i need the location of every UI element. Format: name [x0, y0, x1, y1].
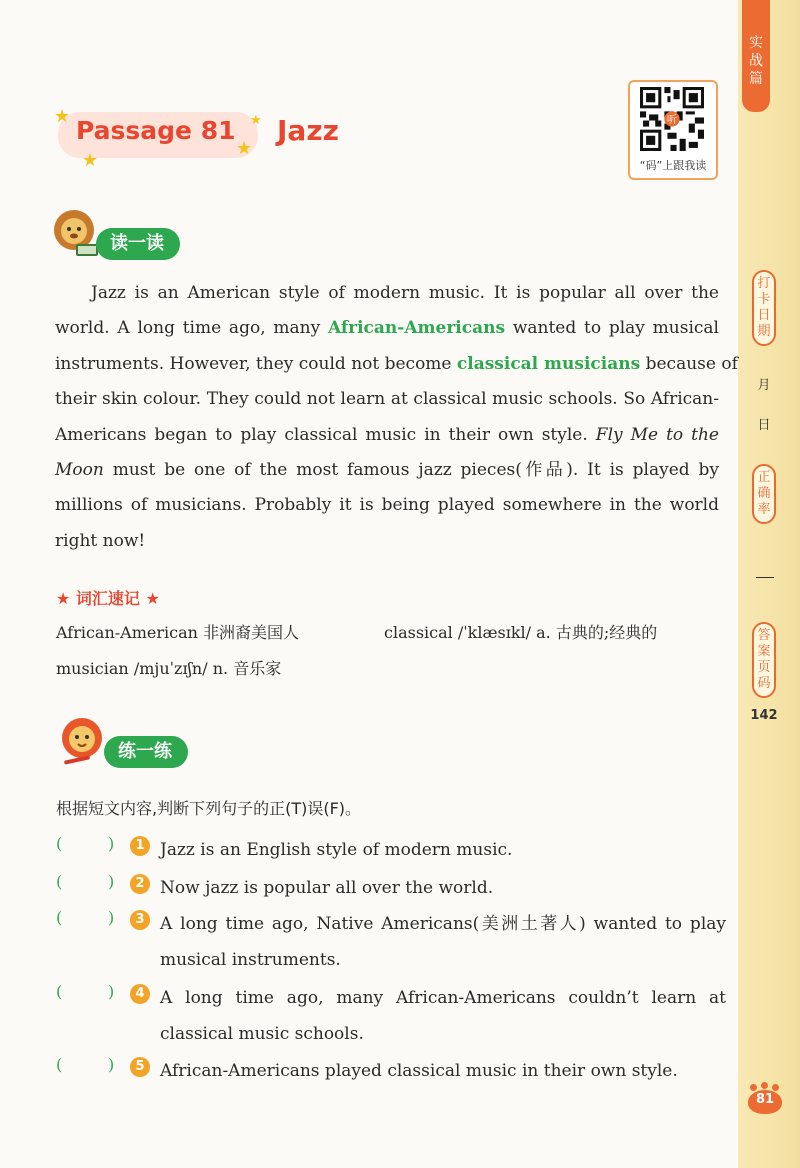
passage-line — [55, 490, 719, 525]
answer-paren-right[interactable]: ) — [108, 872, 115, 891]
answer-page-number: 142 — [750, 708, 778, 723]
question-line: Now jazz is popular all over the world. — [160, 878, 494, 898]
read-section-badge: 读一读 — [96, 228, 180, 260]
passage-label: Passage 81 — [76, 116, 236, 145]
vocab-item: African-American 非洲裔美国人 — [56, 623, 300, 642]
passage-text-run: wanted to play musical — [505, 318, 719, 339]
passage-text-run: their skin colour. They could not learn at classical music schools. So African- — [55, 389, 719, 410]
highlighted-term: classical musicians — [456, 353, 641, 374]
passage-line — [55, 278, 719, 313]
page-number-paw — [748, 1082, 784, 1112]
qr-badge: 听 — [666, 113, 678, 126]
vocab-item: musician /mjuˈzɪʃn/ n. 音乐家 — [56, 659, 282, 678]
song-title: Moon — [55, 459, 104, 480]
passage-text-run: world. A long time ago, many — [55, 318, 328, 339]
page-title: Jazz — [277, 114, 339, 147]
question-number: 2 — [130, 874, 150, 894]
section-tab-label: 实战篇 — [749, 35, 763, 87]
month-label: 月 — [757, 378, 771, 393]
song-title: Fly Me to the — [595, 424, 719, 445]
question-number: 4 — [130, 984, 150, 1004]
passage-text — [55, 278, 738, 561]
question-text — [160, 1053, 726, 1089]
highlighted-term: African-Americans — [327, 318, 506, 339]
answer-paren-right[interactable]: ) — [108, 908, 115, 927]
section-tab — [742, 0, 770, 112]
question-text — [160, 870, 726, 906]
passage-line — [55, 526, 719, 561]
passage-text-run: right now! — [55, 530, 146, 551]
practice-section-badge: 练一练 — [104, 736, 188, 768]
day-label: 日 — [757, 418, 771, 433]
passage-text-run: instruments. However, they could not become — [55, 353, 457, 374]
answer-paren-right[interactable]: ) — [108, 834, 115, 853]
question-line: classical music schools. — [160, 1024, 364, 1044]
question-line: Jazz is an English style of modern music. — [160, 840, 513, 860]
page-number: 81 — [755, 1092, 775, 1107]
passage-text-run: Jazz is an American style of modern music. It is popular all over the — [91, 283, 719, 303]
passage-text-run: must be one of the most famous jazz pieces(作品). It is played by — [103, 459, 719, 480]
question-line: musical instruments. — [160, 950, 341, 970]
qr-code-card[interactable] — [628, 80, 718, 180]
question-text — [160, 980, 726, 1052]
vocab-item: classical /ˈklæsɪkl/ a. 古典的;经典的 — [384, 623, 658, 642]
passage-line — [55, 455, 719, 490]
checkin-label: 打卡日期 — [752, 270, 776, 346]
passage-line — [55, 313, 719, 348]
vocab-title: ★ 词汇速记 ★ — [56, 589, 160, 608]
question-number: 1 — [130, 836, 150, 856]
star-icon: ★ — [82, 150, 99, 171]
answer-paren-left[interactable]: ( — [56, 872, 63, 891]
answer-paren-left[interactable]: ( — [56, 1055, 63, 1074]
paw-toe — [750, 1084, 757, 1091]
question-line: African-Americans played classical music in their own style. — [160, 1061, 678, 1081]
answer-paren-left[interactable]: ( — [56, 908, 63, 927]
paw-toe — [772, 1084, 779, 1091]
answer-page — [742, 622, 786, 698]
star-icon: ★ — [250, 113, 262, 128]
passage-line — [55, 349, 738, 384]
question-number: 5 — [130, 1057, 150, 1077]
question-text — [160, 832, 726, 868]
star-icon: ★ — [236, 138, 253, 159]
question-line: A long time ago, many African-Americans couldn’t learn at — [160, 988, 726, 1008]
passage-text-run: Americans began to play classical music in their own style. — [55, 424, 596, 445]
answer-paren-right[interactable]: ) — [108, 1055, 115, 1074]
accuracy-blank — [756, 577, 774, 578]
star-icon: ★ — [54, 106, 71, 127]
question-text — [160, 906, 726, 978]
question-line: A long time ago, Native Americans(美洲土著人) wanted to play — [160, 914, 726, 934]
answer-paren-left[interactable]: ( — [56, 834, 63, 853]
answer-page-label: 答案页码 — [752, 622, 776, 698]
page-edge — [738, 0, 800, 1168]
lion-reading-icon — [50, 208, 102, 260]
question-number: 3 — [130, 910, 150, 930]
lion-writing-icon — [58, 716, 110, 768]
checkin-date — [742, 270, 786, 346]
accuracy-label: 正确率 — [752, 464, 776, 524]
qr-caption: “码”上跟我读 — [639, 159, 707, 172]
instruction: 根据短文内容,判断下列句子的正(T)误(F)。 — [56, 799, 362, 818]
passage-line — [55, 420, 719, 455]
passage-text-run: because of — [640, 353, 738, 374]
answer-paren-left[interactable]: ( — [56, 982, 63, 1001]
passage-line — [55, 384, 719, 419]
passage-text-run: millions of musicians. Probably it is being played somewhere in the world — [55, 495, 719, 516]
qr-code-icon[interactable] — [640, 87, 704, 151]
accuracy — [742, 464, 786, 524]
answer-paren-right[interactable]: ) — [108, 982, 115, 1001]
paw-toe — [761, 1082, 768, 1089]
